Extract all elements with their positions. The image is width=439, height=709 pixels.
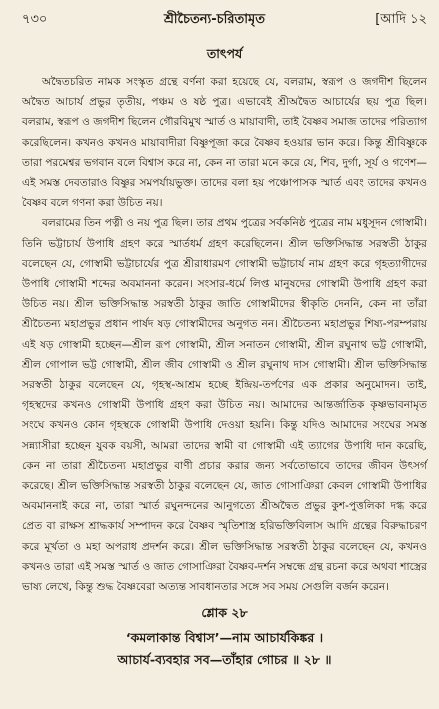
page-header <box>22 10 427 30</box>
verse-line-2: আচার্য-ব্যবহার সব—তাঁহার গোচর ॥ ২৮ ॥ <box>117 652 332 668</box>
verse-heading: শ্লোক ২৮ <box>201 605 248 621</box>
verse-line-1: ‘কমলাকান্ত বিশ্বাস’—নাম আচার্যকিঙ্কর । <box>125 630 324 646</box>
chapter-label: [আদি ১২ <box>375 12 427 27</box>
purport-paragraph-2: বলরামের তিন পত্নী ও নয় পুত্র ছিল। তার প্রথম পুত্রের সর্বকনিষ্ঠ পুত্রের নাম মধুসূদন গোস্বামী। তিনি ভট্টাচার্য উপাধি গ্রহণ করে স্মার্তধর্ম গ্রহণ করেছিলেন। শ্রীল ভক্তিসিদ্ধান্ত সরস্বতী ঠাকুর বলেছেন যে, গোস্বামী ভট্টাচার্যের পুত্র শ্রীরাধারমণ গোস্বামী ভট্টাচার্য নাম গ্রহণ করে গৃহত্যাগীদের উপাধি গোস্বামী শব্দের অবমাননা করেন। সংসার-ধর্মে লিপ্ত মানুষদের গোস্বামী উপাধি গ্রহণ করা উচিত নয়। শ্রীল ভক্তিসিদ্ধান্ত সরস্বতী ঠাকুর জাতি গোস্বামীদের স্বীকৃতি দেননি, কেন না তাঁরা শ্রীচৈতন্য মহাপ্রভুর প্রধান পার্ষদ ষড় গোস্বামীদের অনুগত নন। শ্রীচৈতন্য মহাপ্রভুর শিষ্য-পরম্পরায় এই ষড় গোস্বামী হচ্ছেন—শ্রীল রূপ গোস্বামী, শ্রীল সনাতন গোস্বামী, শ্রীল রঘুনাথ ভট্ট গোস্বামী, শ্রীল গোপাল ভট্ট গোস্বামী, শ্রীল জীব গোস্বামী ও শ্রীল রঘুনাথ দাস গোস্বামী। শ্রীল ভক্তিসিদ্ধান্ত সরস্বতী ঠাকুর বলেছেন যে, গৃহস্থ-আশ্রম হচ্ছে ইন্দ্রিয়-তর্পণের এক প্রকার অনুমোদন। তাই, গৃহস্থদের কখনও গোস্বামী উপাধি গ্রহণ করা উচিত নয়। আমাদের আন্তর্জাতিক কৃষ্ণভাবনামৃত সংঘে কখনও কোন গৃহস্থকে গোস্বামী উপাধি দেওয়া হয়নি। কিন্তু যদিও আমাদের সংঘের সমস্ত সন্ন্যাসীরা হচ্ছেন যুবক বয়সী, আমরা তাদের স্বামী বা গোস্বামী এই ত্যাগের উপাধি দান করেছি, কেন না তারা শ্রীচৈতন্য মহাপ্রভুর বাণী প্রচার করার জন্য সর্বতোভাবে তাদের জীবন উৎসর্গ করেছে। শ্রীল ভক্তিসিদ্ধান্ত সরস্বতী ঠাকুর বলেছেন যে, জাত গোসাঞিরা কেবল গোস্বামী উপাধির অবমাননাই করে না, তারা স্মার্ত রঘুনন্দনের আনুগত্যে শ্রীঅদ্বৈত প্রভুর কুশ-পুত্তলিকা দগ্ধ করে প্রেত বা রাক্ষস শ্রাদ্ধকার্য সম্পাদন করে বৈষ্ণব স্মৃতিশাস্ত্র হরিভক্তিবিলাস আদি গ্রন্থের বিরুদ্ধাচরণ করে মূর্খতা ও মহা অপরাধ প্রদর্শন করে। শ্রীল ভক্তিসিদ্ধান্ত সরস্বতী ঠাকুর বলেছেন যে, কখনও কখনও তারা এই সমস্ত স্মার্ত ও জাত গোসাঞিরা বৈষ্ণব-দর্শন সম্বন্ধে গ্রন্থ রচনা করে অথবা শাস্ত্রের ভাষ্য লেখে, কিন্তু শুদ্ধ বৈষ্ণবেরা অত্যন্ত সাবধানতার সঙ্গে সব সময় সেগুলি বর্জন করেন। <box>22 217 427 594</box>
page-number: ৭৩০ <box>22 12 48 27</box>
purport-heading: তাৎপর্য <box>206 46 243 61</box>
purport-paragraph-1: অদ্বৈতচরিত নামক সংস্কৃত গ্রন্থে বর্ণনা করা হয়েছে যে, বলরাম, স্বরূপ ও জগদীশ ছিলেন অদ্বৈত আচার্য প্রভুর তৃতীয়, পঞ্চম ও ষষ্ঠ পুত্র। এভাবেই শ্রীঅদ্বৈত আচার্যের ছয় পুত্র ছিল। বলরাম, স্বরূপ ও জগদীশ ছিলেন গৌরবিমুখ স্মার্ত ও মায়াবাদী, তাই বৈষ্ণব সমাজ তাদের পরিত্যাগ করেছিলেন। কখনও কখনও মায়াবাদীরা বিষ্ণুপূজা করে বৈষ্ণব হওয়ার ভান করে। কিন্তু শ্রীবিষ্ণুকে তারা পরমেশ্বর ভগবান বলে বিশ্বাস করে না, কেন না তারা মনে করে যে, শিব, দুর্গা, সূর্য ও গণেশ—এই সমস্ত দেবতারাও বিষ্ণুর সমপর্যায়ভুক্ত। তাদের বলা হয় পঞ্চোপাসক স্মার্ত এবং তাদের কখনও বৈষ্ণব বলে গণনা করা উচিত নয়। <box>22 76 427 210</box>
running-title: শ্রীচৈতন্য-চরিতামৃত <box>163 12 266 27</box>
